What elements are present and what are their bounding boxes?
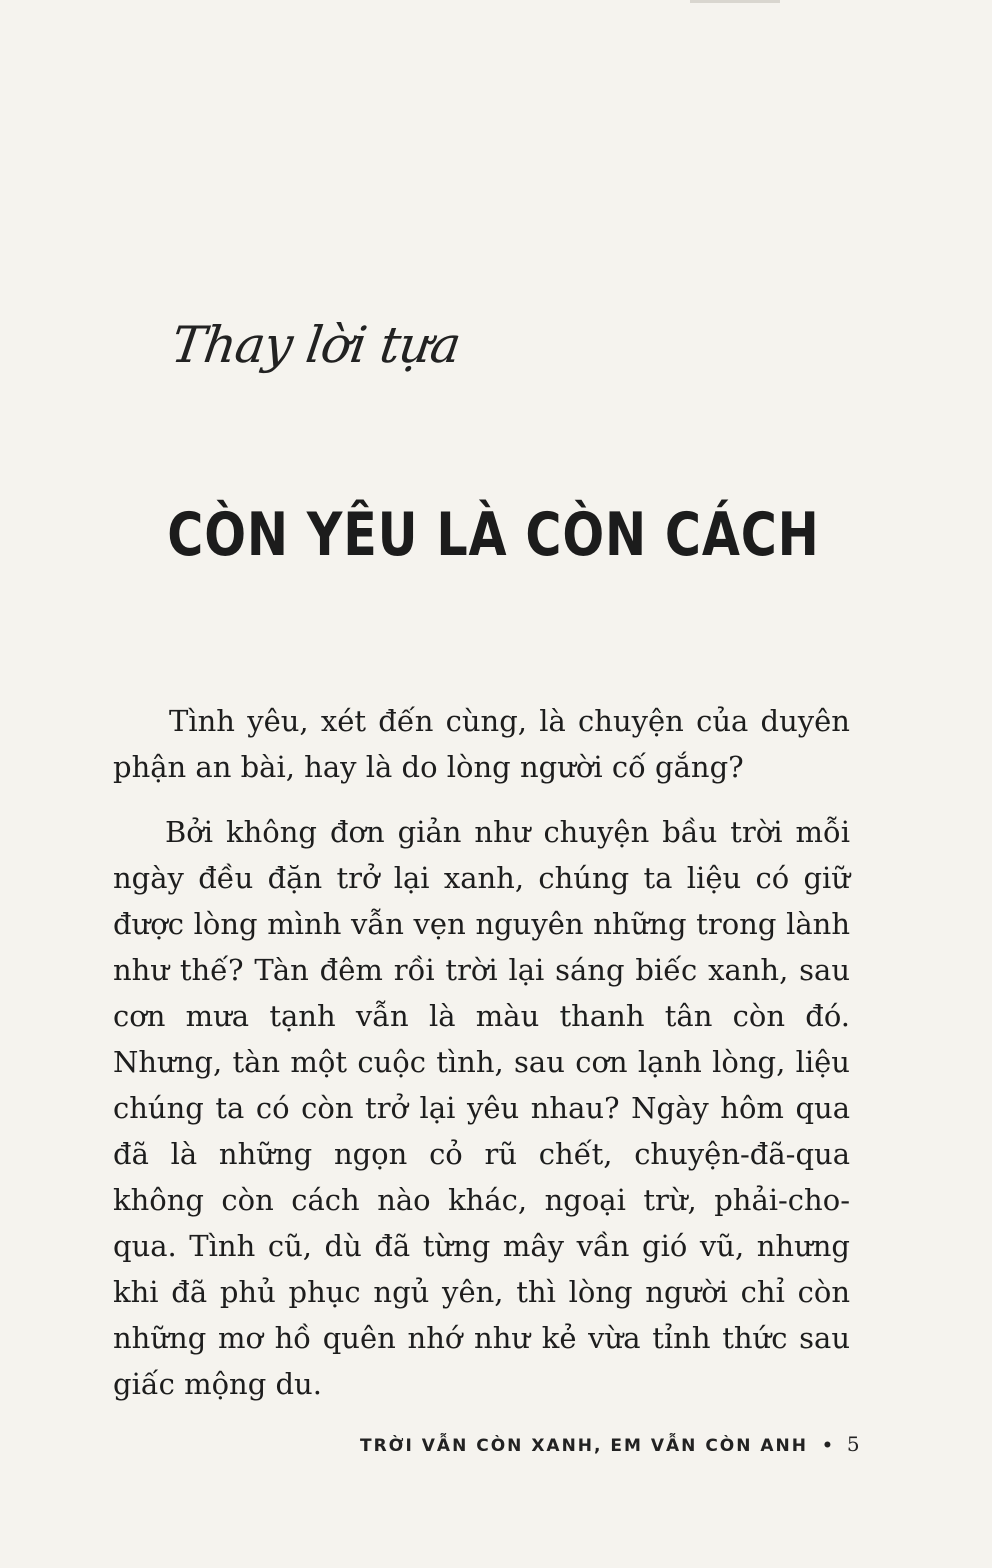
body-text bbox=[113, 698, 850, 1407]
footer-book-title: TRỜI VẪN CÒN XANH, EM VẪN CÒN ANH bbox=[360, 1436, 809, 1456]
chapter-subtitle: Thay lời tựa bbox=[167, 316, 464, 374]
chapter-title: CÒN YÊU LÀ CÒN CÁCH bbox=[167, 500, 820, 570]
page-number: 5 bbox=[846, 1432, 860, 1456]
running-footer bbox=[360, 1432, 860, 1456]
paragraph-2: Bởi không đơn giản như chuyện bầu trời mỗi ngày đều đặn trở lại xanh, chúng ta liệu có giữ được lòng mình vẫn vẹn nguyên những trong lành như thế? Tàn đêm rồi trời lại sáng biếc xanh, sau cơn mưa tạnh vẫn là màu thanh tân còn đó. Nhưng, tàn một cuộc tình, sau cơn lạnh lòng, liệu chúng ta có còn trở lại yêu nhau? Ngày hôm qua đã là những ngọn cỏ rũ chết, chuyện-đã-qua không còn cách nào khác, ngoại trừ, phải-cho-qua. Tình cũ, dù đã từng mây vần gió vũ, nhưng khi đã phủ phục ngủ yên, thì lòng người chỉ còn những mơ hồ quên nhớ như kẻ vừa tỉnh thức sau giấc mộng du. bbox=[113, 815, 850, 1401]
footer-separator: • bbox=[822, 1436, 835, 1456]
paragraph-1: Tình yêu, xét đến cùng, là chuyện của duyên phận an bài, hay là do lòng người cố gắng? bbox=[113, 704, 850, 784]
scan-edge-mark bbox=[690, 0, 780, 3]
